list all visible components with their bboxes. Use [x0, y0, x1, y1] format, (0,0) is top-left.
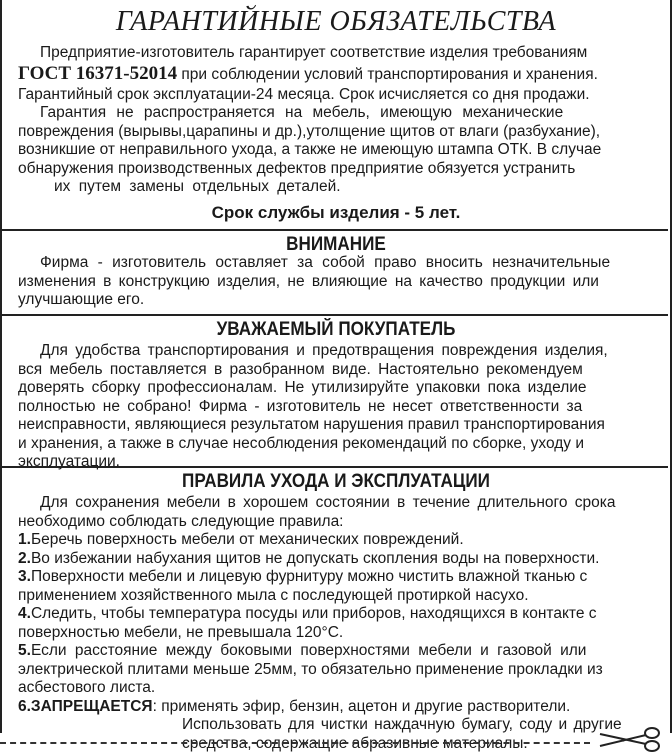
- warranty-line: при соблюдении условий транспортирования и хранения.: [177, 65, 598, 83]
- warranty-text: [18, 44, 658, 197]
- care-rule: 2.Во избежании набухания щитов не допускать скопления воды на поверхности.: [18, 549, 600, 567]
- warranty-line: Предприятие-изготовитель гарантирует соответствие изделия требованиям: [40, 44, 588, 61]
- attention-line: Фирма - изготовитель оставляет за собой право вносить незначительные: [40, 254, 611, 271]
- care-rule: 3.Поверхности мебели и лицевую фурнитуру можно чистить влажной тканью с: [18, 568, 588, 585]
- warranty-line: Гарантийный срок эксплуатации-24 месяца. Срок исчисляется со дня продажи.: [18, 85, 590, 103]
- care-rule-cont: применением хозяйственного мыла с последующей протиркой насухо.: [18, 586, 529, 604]
- care-rule-cont: асбестового листа.: [18, 679, 156, 696]
- warranty-line: их путем замены отдельных деталей.: [54, 178, 341, 195]
- scissors-icon: [596, 726, 666, 752]
- customer-line: эксплуатации.: [18, 453, 120, 470]
- care-rule: 4.Следить, чтобы температура посуды или приборов, находящихся в контакте с: [18, 605, 597, 622]
- care-intro-line: необходимо соблюдать следующие правила:: [18, 512, 344, 530]
- customer-line: полностью не собрано! Фирма - изготовитель не несет ответственности за: [18, 397, 583, 415]
- customer-line: Для удобства транспортирования и предотвращения повреждения изделия,: [40, 342, 608, 359]
- care-intro-line: Для сохранения мебели в хорошем состоянии в течение длительного срока: [40, 494, 616, 511]
- attention-line: улучшающие его.: [18, 291, 145, 308]
- care-rule: 6.ЗАПРЕЩАЕТСЯ: применять эфир, бензин, ацетон и другие растворители.: [18, 697, 571, 715]
- warranty-title: ГАРАНТИЙНЫЕ ОБЯЗАТЕЛЬСТВА: [115, 6, 557, 37]
- care-title: ПРАВИЛА УХОДА И ЭКСПЛУАТАЦИИ: [182, 471, 490, 492]
- customer-line: вся мебель поставляется в разобранном виде. Настоятельно рекомендуем: [18, 360, 583, 378]
- divider: [0, 229, 668, 231]
- customer-line: доверять сборку профессионалам. Не утилизируйте упаковки пока изделие: [18, 379, 587, 396]
- customer-line: неисправности, являющиеся результатом нарушения правил транспортирования: [18, 416, 605, 433]
- care-rule-cont: электрической плитами меньше 25мм, то обязательно применение прокладки из: [18, 660, 603, 678]
- service-life: Срок службы изделия - 5 лет.: [211, 203, 461, 222]
- care-rule: 5.Если расстояние между боковыми поверхностями мебели и газовой или: [18, 642, 587, 659]
- care-rule-cont: средства, содержащие абразивные материалы.: [182, 734, 528, 752]
- warranty-line: возникшие от неправильного ухода, а также не имеющую штампа ОТК. В случае: [18, 141, 602, 158]
- care-text: [18, 494, 658, 753]
- customer-line: и хранения, а также в случае несоблюдения рекомендаций по сборке, уходу и: [18, 434, 584, 452]
- care-rule: 1.Беречь поверхность мебели от механических повреждений.: [18, 531, 464, 548]
- attention-line: изменения в конструкцию изделия, не влияющие на качество продукции или: [18, 272, 599, 290]
- warranty-line: Гарантия не распространяется на мебель, имеющую механические: [40, 104, 564, 121]
- divider: [0, 314, 668, 316]
- care-rule-cont: Использовать для чистки наждачную бумагу, соду и другие: [182, 716, 622, 733]
- warranty-line: повреждения (вырывы,царапины и др.),утолщение щитов от влаги (разбухание),: [18, 122, 601, 140]
- gost-standard: ГОСТ 16371-52014: [18, 62, 178, 84]
- warranty-line: обнаружения производственных дефектов предприятие обязуется устранить: [18, 159, 576, 177]
- care-rule-cont: поверхностью мебели, не превышала 120°С.: [18, 623, 344, 641]
- attention-text: [18, 254, 658, 310]
- attention-title: ВНИМАНИЕ: [286, 234, 386, 255]
- customer-title: УВАЖАЕМЫЙ ПОКУПАТЕЛЬ: [216, 319, 456, 340]
- customer-text: [18, 342, 658, 472]
- cut-line: [0, 742, 590, 744]
- divider: [0, 466, 668, 468]
